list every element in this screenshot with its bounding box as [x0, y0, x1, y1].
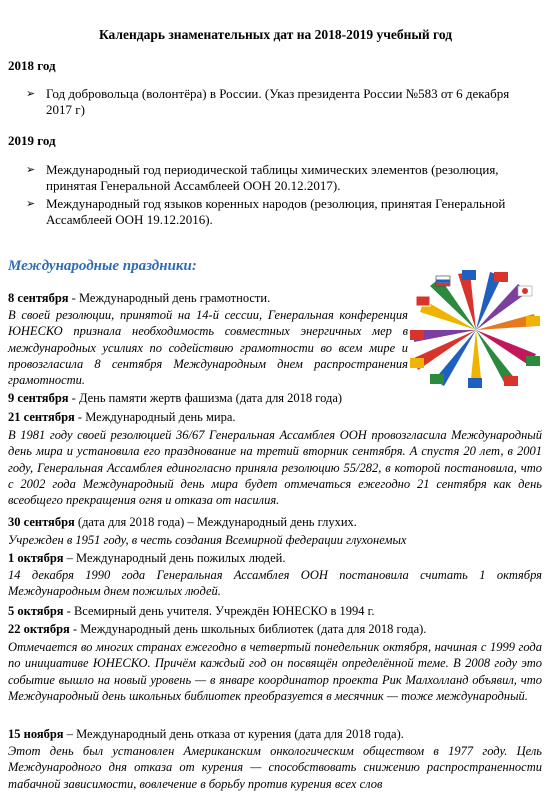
entry-date: 8 сентября [8, 291, 69, 305]
entry-text: – Международный день отказа от курения (дата для 2018 года). [63, 727, 404, 741]
entry-date: 21 сентября [8, 410, 75, 424]
section-heading: Международные праздники: [8, 258, 197, 274]
entry-line [8, 550, 542, 566]
entry-note: Этот день был установлен Американским онкологическим обществом в 1977 году. Цель Международного дня отказа от курения — способствовать снижению распространенности табачной зависимости, вовлечение в борьбу против курения всех слов [8, 744, 542, 791]
entry-text: - Всемирный день учителя. Учреждён ЮНЕСКО в 1994 г. [63, 604, 375, 618]
entry-note: В своей резолюции, принятой на 14-й сессии, Генеральная конференция ЮНЕСКО признала необходимость совместных энергичных мер в международных усилиях по содействию грамотности во всем мире и провозгласила 8 сентября Международным днем распространения грамотности. [8, 308, 408, 388]
entry-text: - Международный день грамотности. [68, 291, 271, 305]
entry-text: – Международный день пожилых людей. [63, 551, 286, 565]
entry-line [8, 290, 408, 306]
entry-date: 22 октября [8, 622, 70, 636]
entry-date: 30 сентября [8, 515, 75, 529]
entry-line [8, 409, 542, 425]
year-2018-heading: 2018 год [8, 58, 56, 73]
entry-line [8, 390, 542, 406]
arrow-bullet-icon: ➢ [26, 198, 36, 210]
entry-text: - День памяти жертв фашизма (дата для 2018 года) [68, 391, 343, 405]
entry-text: - Международный день мира. [74, 410, 236, 424]
entry-line [8, 603, 542, 619]
hands-flags-illustration [410, 270, 542, 390]
entry-note: Учрежден в 1951 году, в честь создания Всемирной федерации глухонемых [8, 533, 407, 547]
entry-line [8, 514, 542, 530]
year-2019-heading: 2019 год [8, 133, 56, 148]
bullet-text: Международный год языков коренных народов (резолюция, принятая Генеральной Ассамблеей ООН 19.12.2016). [46, 196, 506, 227]
entry-date: 5 октября [8, 604, 64, 618]
bullet-text: Международный год периодической таблицы химических элементов (резолюция, принятая Генеральной Ассамблеей ООН 20.12.2017). [46, 162, 499, 193]
entry-note: Отмечается во многих странах ежегодно в четвертый понедельник октября, начиная с 1999 года по инициативе ЮНЕСКО. Причём каждый год он посвящён определённой теме. В 2008 году это событие вышло на новый уровень — в январе координатор проекта Рик Малхолланд объявил, что Международный день школьных библиотек преобразуется в месячник — тоже международный. [8, 640, 542, 703]
document-title: Календарь знаменательных дат на 2018-2019 учебный год [98, 27, 453, 42]
entry-text: - Международный день школьных библиотек (дата для 2018 года). [69, 622, 427, 636]
entry-line [8, 726, 542, 742]
arrow-bullet-icon: ➢ [26, 164, 36, 176]
entry-note: В 1981 году своей резолюцией 36/67 Генеральная Ассамблея ООН провозгласила Международный день мира и установила его празднование на третий вторник сентября. А спустя 20 лет, в 2001 году, Генеральная Ассамблея единогласно приняла резолюцию 55/282, в которой постановила, что с 2002 года Международный день мира будет отмечаться ежегодно 21 сентября как день всеобщего прекращения огня и отказа от насилия. [8, 428, 542, 508]
entry-date: 1 октября [8, 551, 64, 565]
entry-line [8, 621, 542, 637]
bullet-text: Год добровольца (волонтёра) в России. (Указ президента России №583 от 6 декабря 2017 г) [46, 86, 510, 117]
entry-date: 15 ноября [8, 727, 64, 741]
entry-note: 14 декабря 1990 года Генеральная Ассамблея ООН постановила считать 1 октября Международным днем пожилых людей. [8, 568, 542, 599]
entry-text: (дата для 2018 года) – Международный день глухих. [74, 515, 357, 529]
arrow-bullet-icon: ➢ [26, 88, 36, 100]
entry-date: 9 сентября [8, 391, 69, 405]
